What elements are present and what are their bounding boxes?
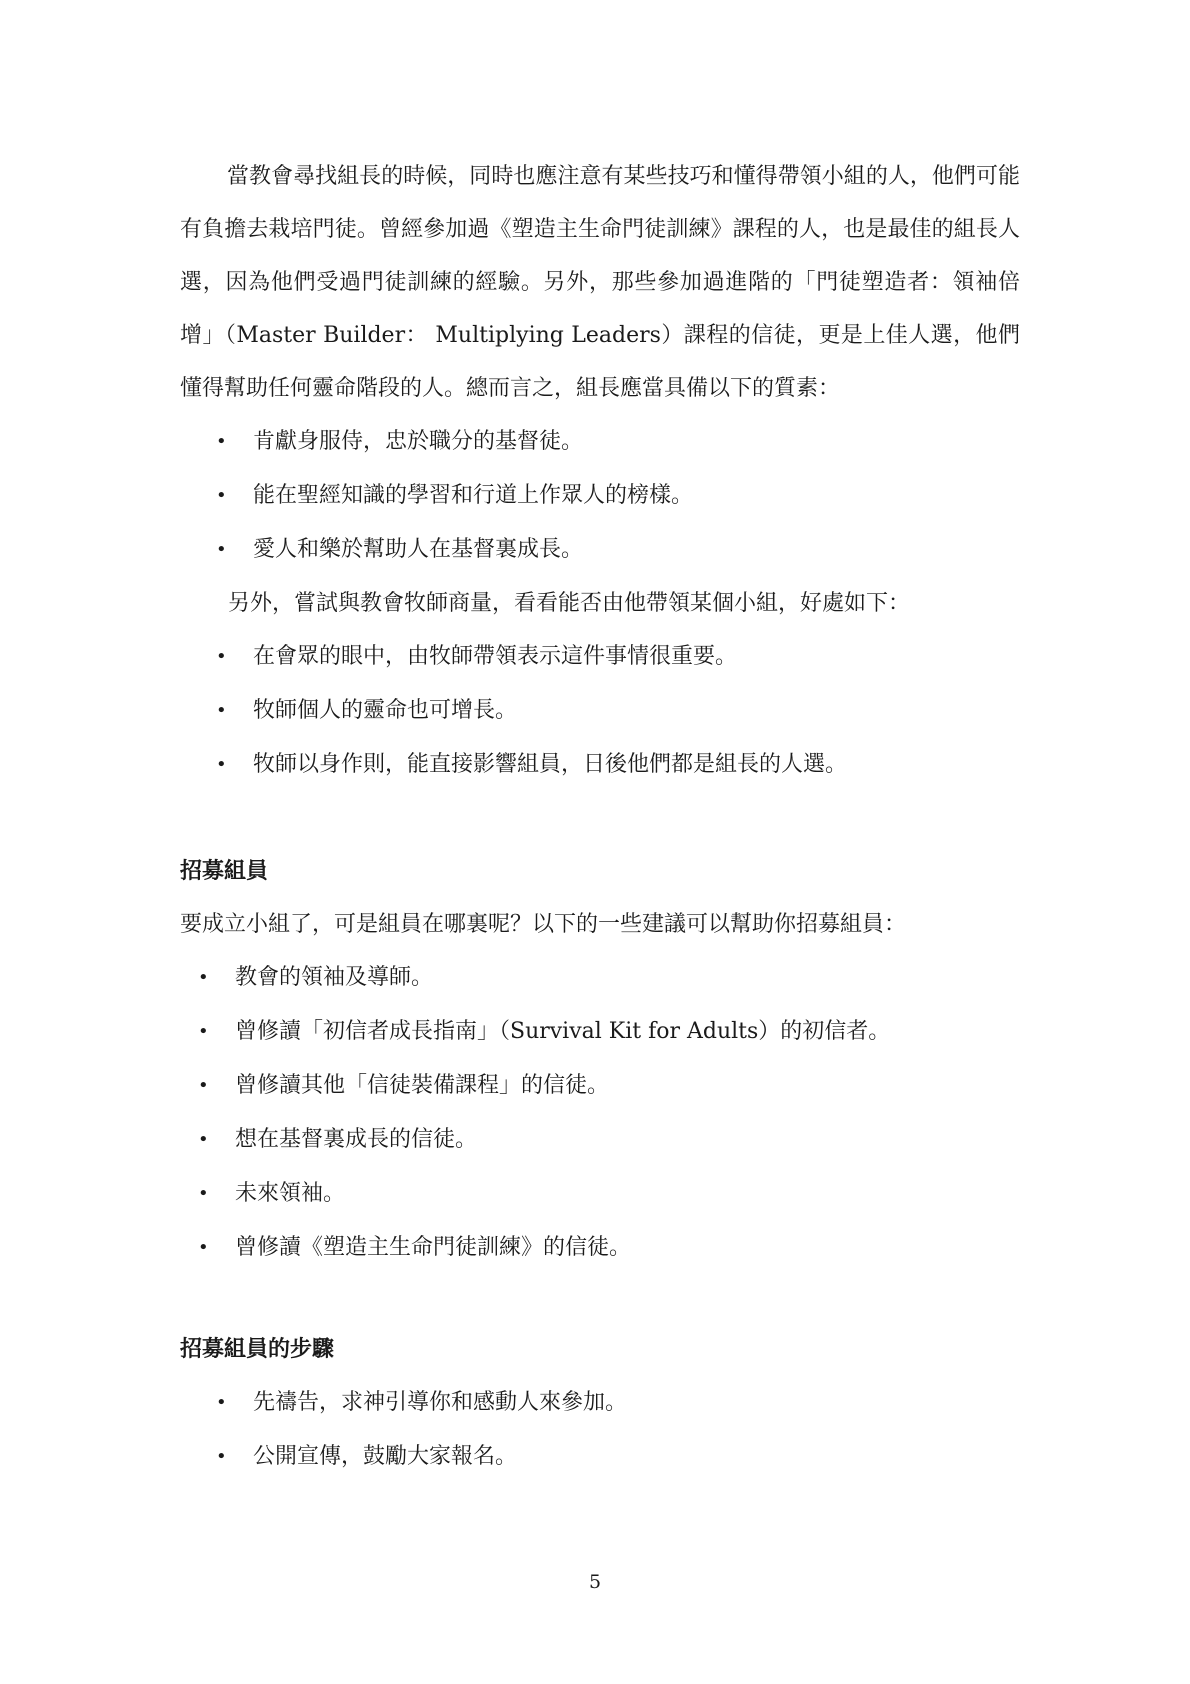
list-item: • 牧師以身作則，能直接影響組員，日後他們都是組長的人選。 (180, 738, 1020, 792)
bullet-icon: • (216, 1446, 227, 1467)
bullet-icon: • (216, 1392, 227, 1413)
bullet-icon: • (216, 539, 227, 560)
recruit-steps-list (180, 1376, 1020, 1484)
intro-paragraph: 當教會尋找組長的時候，同時也應注意有某些技巧和懂得帶領小組的人，他們可能有負擔去栽培門徒。曾經參加過《塑造主生命門徒訓練》課程的人，也是最佳的組長人選，因為他們受過門徒訓練的經驗。另外，那些參加過進階的「門徒塑造者：領袖倍增」（Master Builder： Multiplying Leaders）課程的信徒，更是上佳人選，他們懂得幫助任何靈命階段的人。總而言之，組長應當具備以下的質素： (180, 164, 1020, 401)
bullet-icon: • (216, 646, 227, 667)
page-number: 5 (588, 1571, 602, 1593)
list-item: • 牧師個人的靈命也可增長。 (180, 684, 1020, 738)
section-spacer (180, 792, 1020, 845)
bullet-icon: • (198, 1183, 209, 1204)
list-item: • 在會眾的眼中，由牧師帶領表示這件事情很重要。 (180, 630, 1020, 684)
list-item: • 曾修讀《塑造主生命門徒訓練》的信徒。 (180, 1221, 1020, 1275)
list-item: • 曾修讀其他「信徒裝備課程」的信徒。 (180, 1059, 1020, 1113)
bullet-icon: • (198, 1129, 209, 1150)
list-item: • 教會的領袖及導師。 (180, 951, 1020, 1005)
list-item: • 未來領袖。 (180, 1167, 1020, 1221)
bullet-icon: • (198, 1075, 209, 1096)
list-item: • 先禱告，求神引導你和感動人來參加。 (180, 1376, 1020, 1430)
list-item: • 想在基督裏成長的信徒。 (180, 1113, 1020, 1167)
list-item: • 肯獻身服侍，忠於職分的基督徒。 (180, 415, 1020, 469)
list-item: • 公開宣傳，鼓勵大家報名。 (180, 1430, 1020, 1484)
recruit-heading: 招募組員 (180, 859, 269, 884)
pastor-benefits-list (180, 630, 1020, 792)
recruit-intro: 要成立小組了，可是組員在哪裏呢？以下的一些建議可以幫助你招募組員： (180, 912, 907, 937)
recruit-sources-list (180, 951, 1020, 1275)
bullet-icon: • (216, 485, 227, 506)
bullet-icon: • (216, 431, 227, 452)
section-spacer (180, 1275, 1020, 1323)
bullet-icon: • (216, 754, 227, 775)
bullet-icon: • (198, 1237, 209, 1258)
leader-qualities-list (180, 415, 1020, 577)
page-content (180, 150, 1020, 1484)
list-item: • 愛人和樂於幫助人在基督裏成長。 (180, 523, 1020, 577)
bullet-icon: • (198, 1021, 209, 1042)
list-item: • 能在聖經知識的學習和行道上作眾人的榜樣。 (180, 469, 1020, 523)
list-item: • 曾修讀「初信者成長指南」（Survival Kit for Adults）的初信者。 (180, 1005, 1020, 1059)
bullet-icon: • (216, 700, 227, 721)
pastor-intro: 另外，嘗試與教會牧師商量，看看能否由他帶領某個小組，好處如下： (228, 591, 911, 616)
bullet-icon: • (198, 967, 209, 988)
steps-heading: 招募組員的步驟 (180, 1337, 335, 1362)
